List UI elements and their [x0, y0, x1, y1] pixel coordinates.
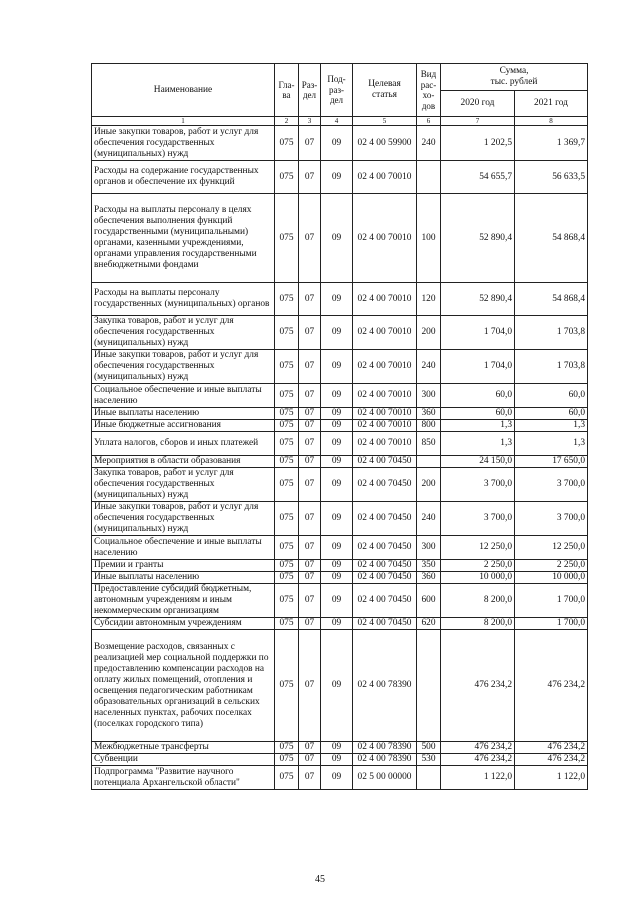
row-amount-2020: 1 202,5 [441, 126, 515, 161]
row-name: Иные закупки товаров, работ и услуг для обеспечения государственных (муниципальных) нужд [92, 126, 275, 161]
table-row [92, 766, 588, 790]
row-amount-2020: 52 890,4 [441, 283, 515, 316]
row-podrazdel: 09 [321, 194, 353, 283]
row-vid: 300 [417, 384, 441, 408]
row-glava: 075 [275, 161, 299, 194]
row-razdel: 07 [299, 126, 321, 161]
table-row [92, 432, 588, 456]
table-row [92, 408, 588, 420]
table-row [92, 754, 588, 766]
row-vid: 800 [417, 420, 441, 432]
table-row [92, 384, 588, 408]
header-glava: Гла- ва [275, 64, 299, 117]
table-row [92, 316, 588, 350]
row-vid: 200 [417, 316, 441, 350]
row-glava: 075 [275, 283, 299, 316]
row-amount-2021: 1 700,0 [515, 584, 588, 618]
row-razdel: 07 [299, 742, 321, 754]
row-amount-2020: 1 704,0 [441, 316, 515, 350]
row-razdel: 07 [299, 766, 321, 790]
row-glava: 075 [275, 536, 299, 560]
row-razdel: 07 [299, 456, 321, 468]
row-glava: 075 [275, 456, 299, 468]
row-target: 02 4 00 70010 [353, 316, 417, 350]
row-name: Субсидии автономным учреждениям [92, 618, 275, 630]
row-vid: 620 [417, 618, 441, 630]
table-row [92, 456, 588, 468]
row-name: Возмещение расходов, связанных с реализацией мер социальной поддержки по предоставлению компенсации расходов на оплату жилых помещений, отопления и освещения педагогическим работникам образовательных организаций в сельских населенных пунктах, рабочих поселках (поселках городского типа) [92, 630, 275, 742]
row-target: 02 4 00 70010 [353, 161, 417, 194]
header-sum: Сумма, тыс. рублей [441, 64, 588, 91]
row-vid: 240 [417, 502, 441, 536]
row-amount-2020: 3 700,0 [441, 468, 515, 502]
row-razdel: 07 [299, 432, 321, 456]
row-razdel: 07 [299, 584, 321, 618]
row-amount-2021: 10 000,0 [515, 572, 588, 584]
row-amount-2021: 476 234,2 [515, 742, 588, 754]
row-target: 02 4 00 70450 [353, 560, 417, 572]
row-amount-2021: 17 650,0 [515, 456, 588, 468]
column-number: 8 [515, 117, 588, 126]
column-number: 5 [353, 117, 417, 126]
row-glava: 075 [275, 572, 299, 584]
row-podrazdel: 09 [321, 456, 353, 468]
table-row [92, 468, 588, 502]
table-row [92, 536, 588, 560]
row-amount-2020: 1 704,0 [441, 350, 515, 384]
row-amount-2021: 54 868,4 [515, 194, 588, 283]
row-name: Закупка товаров, работ и услуг для обеспечения государственных (муниципальных) нужд [92, 468, 275, 502]
row-target: 02 4 00 70010 [353, 350, 417, 384]
row-glava: 075 [275, 560, 299, 572]
row-glava: 075 [275, 618, 299, 630]
row-podrazdel: 09 [321, 350, 353, 384]
row-amount-2021: 12 250,0 [515, 536, 588, 560]
row-vid [417, 456, 441, 468]
table-row [92, 194, 588, 283]
table-row [92, 420, 588, 432]
row-amount-2021: 1 703,8 [515, 350, 588, 384]
header-vid: Вид рас- хо- дов [417, 64, 441, 117]
column-number: 6 [417, 117, 441, 126]
row-amount-2020: 1,3 [441, 420, 515, 432]
row-podrazdel: 09 [321, 584, 353, 618]
column-number: 3 [299, 117, 321, 126]
row-vid [417, 161, 441, 194]
row-vid: 200 [417, 468, 441, 502]
row-podrazdel: 09 [321, 126, 353, 161]
row-glava: 075 [275, 630, 299, 742]
row-amount-2021: 1,3 [515, 420, 588, 432]
row-glava: 075 [275, 468, 299, 502]
row-podrazdel: 09 [321, 432, 353, 456]
row-glava: 075 [275, 126, 299, 161]
table-row [92, 126, 588, 161]
table-row [92, 618, 588, 630]
column-number-row [92, 117, 588, 126]
row-vid [417, 630, 441, 742]
row-vid: 600 [417, 584, 441, 618]
row-glava: 075 [275, 420, 299, 432]
row-amount-2020: 3 700,0 [441, 502, 515, 536]
row-target: 02 4 00 70010 [353, 408, 417, 420]
table-row [92, 502, 588, 536]
row-name: Социальное обеспечение и иные выплаты населению [92, 384, 275, 408]
row-vid: 500 [417, 742, 441, 754]
row-name: Подпрограмма "Развитие научного потенциала Архангельской области" [92, 766, 275, 790]
row-name: Предоставление субсидий бюджетным, автономным учреждениям и иным некоммерческим организациям [92, 584, 275, 618]
row-target: 02 4 00 59900 [353, 126, 417, 161]
row-amount-2020: 476 234,2 [441, 742, 515, 754]
row-name: Закупка товаров, работ и услуг для обеспечения государственных (муниципальных) нужд [92, 316, 275, 350]
row-razdel: 07 [299, 161, 321, 194]
row-podrazdel: 09 [321, 742, 353, 754]
row-amount-2020: 476 234,2 [441, 754, 515, 766]
row-amount-2020: 8 200,0 [441, 618, 515, 630]
row-amount-2020: 1 122,0 [441, 766, 515, 790]
row-amount-2020: 24 150,0 [441, 456, 515, 468]
header-razdel: Раз- дел [299, 64, 321, 117]
row-name: Иные бюджетные ассигнования [92, 420, 275, 432]
column-number: 1 [92, 117, 275, 126]
row-amount-2021: 54 868,4 [515, 283, 588, 316]
row-podrazdel: 09 [321, 316, 353, 350]
row-podrazdel: 09 [321, 420, 353, 432]
row-name: Расходы на выплаты персоналу в целях обеспечения выполнения функций государственными (муниципальными) органами, казенными учреждениями, органами управления государственными внебюджетными фондами [92, 194, 275, 283]
row-target: 02 4 00 70450 [353, 618, 417, 630]
row-razdel: 07 [299, 630, 321, 742]
row-vid: 240 [417, 126, 441, 161]
row-target: 02 4 00 70010 [353, 420, 417, 432]
row-podrazdel: 09 [321, 536, 353, 560]
row-amount-2021: 476 234,2 [515, 754, 588, 766]
table-row [92, 560, 588, 572]
row-amount-2020: 2 250,0 [441, 560, 515, 572]
row-razdel: 07 [299, 420, 321, 432]
row-podrazdel: 09 [321, 468, 353, 502]
row-podrazdel: 09 [321, 283, 353, 316]
row-amount-2021: 1 700,0 [515, 618, 588, 630]
row-vid: 350 [417, 560, 441, 572]
row-amount-2020: 476 234,2 [441, 630, 515, 742]
row-podrazdel: 09 [321, 618, 353, 630]
table-row [92, 584, 588, 618]
row-name: Премии и гранты [92, 560, 275, 572]
row-vid: 530 [417, 754, 441, 766]
row-name: Расходы на содержание государственных органов и обеспечение их функций [92, 161, 275, 194]
row-razdel: 07 [299, 560, 321, 572]
row-target: 02 4 00 70450 [353, 584, 417, 618]
row-target: 02 4 00 78390 [353, 742, 417, 754]
table-row [92, 161, 588, 194]
row-razdel: 07 [299, 572, 321, 584]
row-amount-2020: 52 890,4 [441, 194, 515, 283]
row-target: 02 4 00 70450 [353, 536, 417, 560]
row-vid: 300 [417, 536, 441, 560]
row-amount-2021: 60,0 [515, 408, 588, 420]
row-vid: 850 [417, 432, 441, 456]
column-number: 4 [321, 117, 353, 126]
row-amount-2021: 1 122,0 [515, 766, 588, 790]
row-podrazdel: 09 [321, 384, 353, 408]
row-name: Субвенции [92, 754, 275, 766]
row-razdel: 07 [299, 194, 321, 283]
row-target: 02 4 00 70450 [353, 456, 417, 468]
row-amount-2020: 54 655,7 [441, 161, 515, 194]
row-target: 02 4 00 70450 [353, 502, 417, 536]
row-target: 02 4 00 70010 [353, 194, 417, 283]
row-razdel: 07 [299, 754, 321, 766]
row-name: Мероприятия в области образования [92, 456, 275, 468]
row-name: Расходы на выплаты персоналу государственных (муниципальных) органов [92, 283, 275, 316]
row-amount-2021: 1,3 [515, 432, 588, 456]
row-amount-2020: 60,0 [441, 408, 515, 420]
row-glava: 075 [275, 754, 299, 766]
row-glava: 075 [275, 742, 299, 754]
row-razdel: 07 [299, 283, 321, 316]
row-razdel: 07 [299, 618, 321, 630]
row-vid: 360 [417, 572, 441, 584]
table-row [92, 572, 588, 584]
row-amount-2021: 476 234,2 [515, 630, 588, 742]
header-name: Наименование [92, 64, 275, 117]
row-amount-2020: 12 250,0 [441, 536, 515, 560]
table-row [92, 630, 588, 742]
row-name: Социальное обеспечение и иные выплаты населению [92, 536, 275, 560]
table-row [92, 283, 588, 316]
header-target: Целевая статья [353, 64, 417, 117]
row-glava: 075 [275, 384, 299, 408]
row-razdel: 07 [299, 502, 321, 536]
row-glava: 075 [275, 432, 299, 456]
row-razdel: 07 [299, 316, 321, 350]
row-amount-2021: 3 700,0 [515, 468, 588, 502]
row-podrazdel: 09 [321, 766, 353, 790]
row-vid: 240 [417, 350, 441, 384]
row-amount-2020: 10 000,0 [441, 572, 515, 584]
row-target: 02 5 00 00000 [353, 766, 417, 790]
row-name: Иные закупки товаров, работ и услуг для обеспечения государственных (муниципальных) нужд [92, 502, 275, 536]
row-amount-2021: 1 369,7 [515, 126, 588, 161]
row-target: 02 4 00 70010 [353, 283, 417, 316]
row-target: 02 4 00 78390 [353, 754, 417, 766]
row-podrazdel: 09 [321, 572, 353, 584]
table-row [92, 742, 588, 754]
row-name: Иные выплаты населению [92, 572, 275, 584]
row-target: 02 4 00 70450 [353, 468, 417, 502]
row-glava: 075 [275, 350, 299, 384]
row-name: Иные выплаты населению [92, 408, 275, 420]
row-amount-2020: 8 200,0 [441, 584, 515, 618]
table-body [92, 126, 588, 790]
row-amount-2021: 56 633,5 [515, 161, 588, 194]
header-podrazdel: Под- раз- дел [321, 64, 353, 117]
row-target: 02 4 00 70010 [353, 432, 417, 456]
row-glava: 075 [275, 502, 299, 536]
row-amount-2021: 60,0 [515, 384, 588, 408]
row-amount-2021: 3 700,0 [515, 502, 588, 536]
header-year-2020: 2020 год [441, 91, 515, 117]
row-podrazdel: 09 [321, 560, 353, 572]
row-target: 02 4 00 70450 [353, 572, 417, 584]
row-podrazdel: 09 [321, 161, 353, 194]
column-number: 7 [441, 117, 515, 126]
row-razdel: 07 [299, 384, 321, 408]
row-amount-2021: 1 703,8 [515, 316, 588, 350]
row-podrazdel: 09 [321, 754, 353, 766]
row-name: Уплата налогов, сборов и иных платежей [92, 432, 275, 456]
column-number: 2 [275, 117, 299, 126]
row-amount-2021: 2 250,0 [515, 560, 588, 572]
row-target: 02 4 00 70010 [353, 384, 417, 408]
row-podrazdel: 09 [321, 630, 353, 742]
row-target: 02 4 00 78390 [353, 630, 417, 742]
row-vid [417, 766, 441, 790]
row-razdel: 07 [299, 468, 321, 502]
budget-table [91, 63, 588, 790]
row-name: Иные закупки товаров, работ и услуг для обеспечения государственных (муниципальных) нужд [92, 350, 275, 384]
header-year-2021: 2021 год [515, 91, 588, 117]
row-razdel: 07 [299, 350, 321, 384]
row-podrazdel: 09 [321, 502, 353, 536]
table-row [92, 350, 588, 384]
row-amount-2020: 1,3 [441, 432, 515, 456]
row-glava: 075 [275, 316, 299, 350]
row-glava: 075 [275, 584, 299, 618]
row-vid: 100 [417, 194, 441, 283]
row-name: Межбюджетные трансферты [92, 742, 275, 754]
row-razdel: 07 [299, 536, 321, 560]
row-amount-2020: 60,0 [441, 384, 515, 408]
row-vid: 120 [417, 283, 441, 316]
row-glava: 075 [275, 408, 299, 420]
row-vid: 360 [417, 408, 441, 420]
row-podrazdel: 09 [321, 408, 353, 420]
page-number: 45 [315, 874, 325, 885]
row-glava: 075 [275, 766, 299, 790]
row-razdel: 07 [299, 408, 321, 420]
row-glava: 075 [275, 194, 299, 283]
